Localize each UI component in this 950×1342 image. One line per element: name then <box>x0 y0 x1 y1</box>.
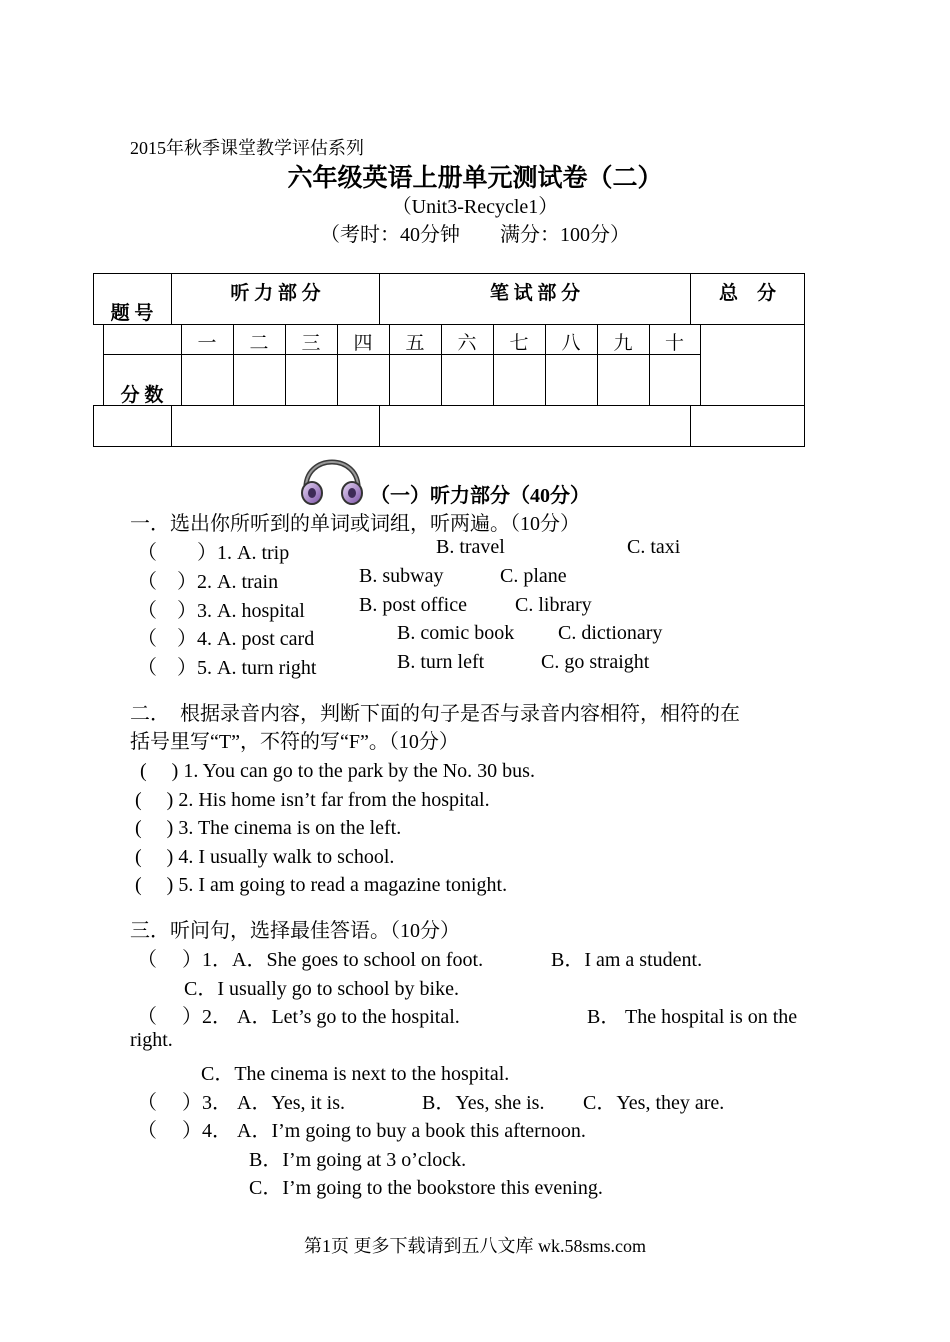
part1-item-2-b: B. subway <box>359 565 444 587</box>
question-number-cell: 九 <box>613 333 633 354</box>
part3-q4-a: （ ）4． A．I’m going to buy a book this afternoon. <box>137 1120 586 1142</box>
part3-q2-b-continued: right. <box>130 1029 173 1051</box>
part2-item: ( ) 3. The cinema is on the left. <box>135 817 402 839</box>
part2-instruction-line1: 二． 根据录音内容，判断下面的句子是否与录音内容相符，相符的在 <box>130 703 740 725</box>
part1-instruction: 一．选出你所听到的单词或词组，听两遍。（10分） <box>130 513 580 535</box>
question-number-cell: 四 <box>353 333 373 354</box>
part3-q3-c: C．Yes, they are. <box>583 1092 725 1114</box>
part1-item-5-a: （ ）5. A. turn right <box>137 657 317 679</box>
question-number-cell: 二 <box>249 333 269 354</box>
question-number-cell: 六 <box>457 333 477 354</box>
question-number-cell: 十 <box>664 333 684 354</box>
part1-item-4-a: （ ）4. A. post card <box>137 628 315 650</box>
part1-item-1-c: C. taxi <box>627 536 681 558</box>
part2-item: ( ) 4. I usually walk to school. <box>135 846 395 868</box>
part3-instruction: 三．听问句，选择最佳答语。（10分） <box>130 920 460 942</box>
part3-q4-c: C．I’m going to the bookstore this evening. <box>249 1177 603 1199</box>
total-header: 总 分 <box>718 283 776 304</box>
exam-info: （考时：40分钟 满分：100分） <box>320 224 630 246</box>
part1-item-4-c: C. dictionary <box>558 622 663 644</box>
headphones-icon <box>298 458 366 506</box>
question-number-cell: 五 <box>405 333 425 354</box>
part3-q1-b: B．I am a student. <box>551 949 703 971</box>
part1-item-3-a: （ ）3. A. hospital <box>137 600 305 622</box>
part2-item: ( ) 1. You can go to the park by the No. 30 bus. <box>140 760 535 782</box>
part3-q4-b: B．I’m going at 3 o’clock. <box>249 1149 467 1171</box>
part2-item: ( ) 2. His home isn’t far from the hospital. <box>135 789 490 811</box>
part2-instruction-line2: 括号里写“T”，不符的写“F”。（10分） <box>130 731 459 753</box>
written-header: 笔 试 部 分 <box>489 283 581 304</box>
row-label-question-number: 题 号 <box>110 303 154 324</box>
part1-item-3-c: C. library <box>515 594 592 616</box>
part3-q2-c: C．The cinema is next to the hospital. <box>201 1063 510 1085</box>
part1-item-2-a: （ ）2. A. train <box>137 571 279 593</box>
row-label-score: 分 数 <box>120 385 164 406</box>
question-number-cell: 一 <box>197 333 217 354</box>
part1-item-4-b: B. comic book <box>397 622 515 644</box>
page-footer: 第1页 更多下载请到五八文库 wk.58sms.com <box>304 1236 646 1256</box>
question-number-cell: 三 <box>301 333 321 354</box>
part3-q1-a: （ ）1．A．She goes to school on foot. <box>137 949 484 971</box>
listening-header: 听 力 部 分 <box>230 283 321 304</box>
part2-item: ( ) 5. I am going to read a magazine tonight. <box>135 874 508 896</box>
part3-q3-a: （ ）3． A．Yes, it is. <box>137 1092 345 1114</box>
part3-q2-a: （ ）2． A．Let’s go to the hospital. <box>137 1006 460 1028</box>
part1-item-1-a: （ ）1. A. trip <box>137 542 290 564</box>
part1-item-5-c: C. go straight <box>541 651 650 673</box>
listening-section-title: （一）听力部分（40分） <box>370 485 590 507</box>
part3-q1-c: C．I usually go to school by bike. <box>184 978 459 1000</box>
part1-item-3-b: B. post office <box>359 594 467 616</box>
part1-item-5-b: B. turn left <box>397 651 485 673</box>
question-number-cell: 七 <box>509 333 529 354</box>
question-number-cell: 八 <box>561 333 581 354</box>
part3-q3-b: B．Yes, she is. <box>422 1092 545 1114</box>
page-subtitle: （Unit3-Recycle1） <box>391 196 559 218</box>
part1-item-2-c: C. plane <box>500 565 567 587</box>
series-label: 2015年秋季课堂教学评估系列 <box>130 138 364 158</box>
part1-item-1-b: B. travel <box>436 536 505 558</box>
page-title: 六年级英语上册单元测试卷（二） <box>287 165 663 192</box>
part3-q2-b: B． The hospital is on the <box>587 1006 798 1028</box>
